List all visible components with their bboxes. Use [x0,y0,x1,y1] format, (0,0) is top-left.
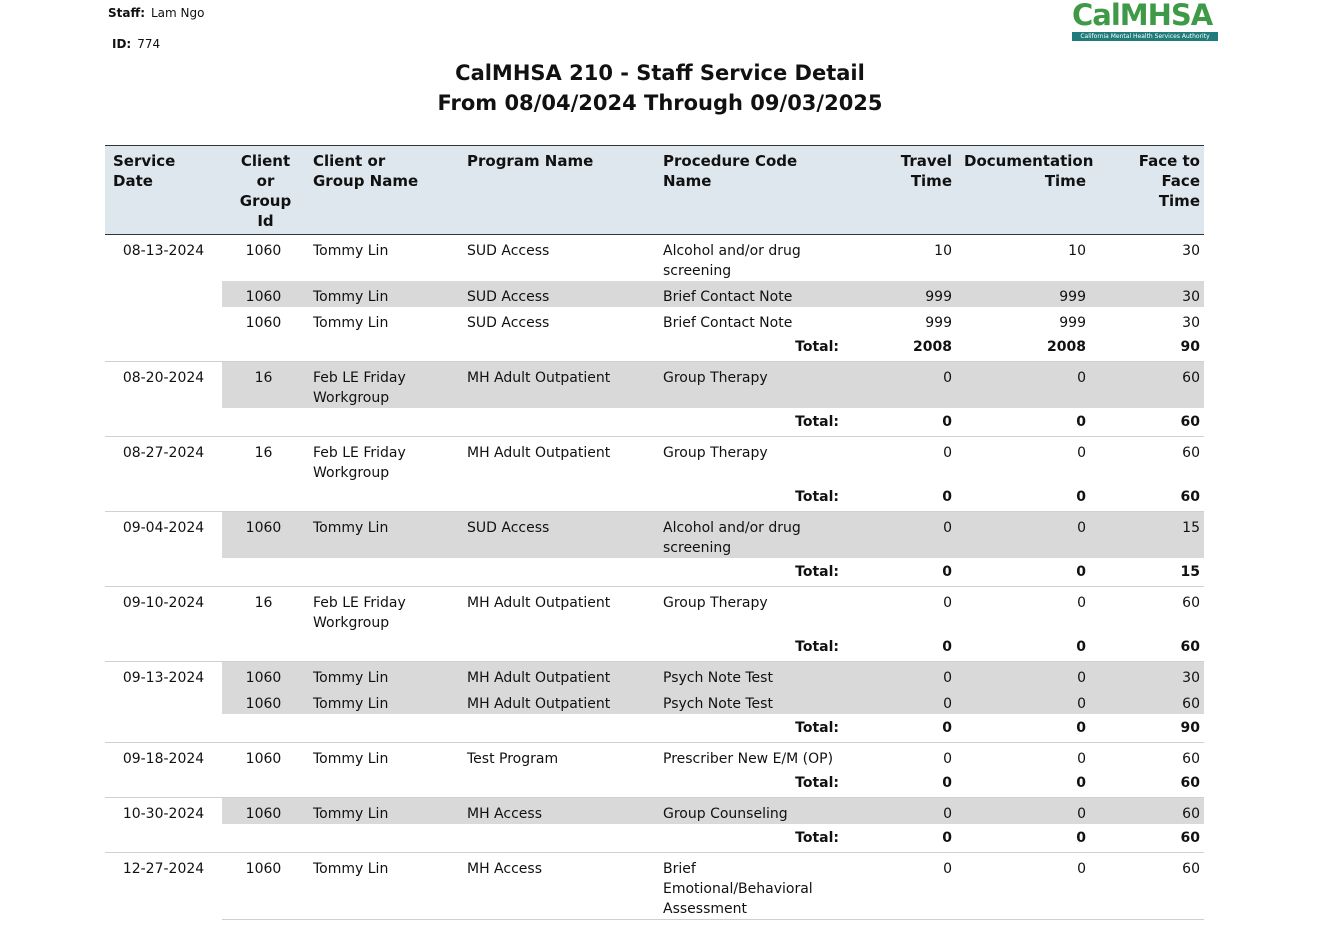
total-documentation-time: 0 [956,408,1090,437]
program-name-cell: SUD Access [459,512,655,559]
client-name-cell: Feb LE Friday Workgroup [305,362,459,409]
client-id-cell: 1060 [222,662,305,689]
program-name-cell: SUD Access [459,281,655,307]
total-label: Total: [655,824,851,853]
total-spacer [222,633,655,662]
travel-time-cell: 0 [851,688,956,714]
total-spacer [222,714,655,743]
table-row [105,587,1204,634]
total-spacer [222,408,655,437]
total-face-to-face-time: 60 [1090,483,1204,512]
face-to-face-time-cell: 60 [1090,362,1204,409]
table-row [105,281,1204,307]
face-to-face-time-cell: 60 [1182,751,1200,767]
face-to-face-time-cell: 30 [1182,243,1200,259]
table-row [105,512,1204,559]
table-row [105,662,1204,689]
total-label: Total: [655,633,851,662]
total-spacer [222,824,655,853]
total-face-to-face-time: 90 [1090,333,1204,362]
total-documentation-time: 0 [956,769,1090,798]
total-row [105,333,1204,362]
documentation-time-cell: 0 [956,362,1090,409]
table-row [105,235,1204,282]
procedure-name-cell: Brief Contact Note [663,315,793,331]
service-date-cell: 09-04-2024 [105,512,222,587]
procedure-name-cell: Group Therapy [663,595,768,611]
table-row [105,437,1204,484]
total-row [105,714,1204,743]
service-date-cell: 09-10-2024 [105,587,222,662]
client-id-cell: 1060 [222,281,305,307]
documentation-time-cell: 999 [1059,315,1086,331]
program-name-cell: MH Access [459,853,655,920]
total-documentation-time: 0 [956,824,1090,853]
client-id-cell: 1060 [245,751,282,767]
travel-time-cell: 0 [851,798,956,825]
col-travel-time: Travel Time [851,146,956,235]
total-label: Total: [655,769,851,798]
program-name-cell: MH Access [459,798,655,825]
face-to-face-time-cell: 60 [1182,445,1200,461]
documentation-time-cell: 0 [1077,751,1086,767]
total-row [105,769,1204,798]
col-program-name: Program Name [459,146,655,235]
table-header-row [105,146,1204,235]
face-to-face-time-cell: 60 [1090,853,1204,920]
client-name-cell: Tommy Lin [313,243,389,259]
program-name-cell: SUD Access [467,243,550,259]
documentation-time-cell: 0 [956,798,1090,825]
travel-time-cell: 0 [851,362,956,409]
total-spacer [222,333,655,362]
procedure-name-cell: Brief Contact Note [655,281,851,307]
total-travel-time: 0 [851,558,956,587]
calmhsa-logo [1072,0,1222,41]
travel-time-cell: 0 [943,445,952,461]
total-label: Total: [655,333,851,362]
client-id-cell: 16 [254,445,273,461]
service-date-cell: 10-30-2024 [105,798,222,853]
procedure-name-cell: Alcohol and/or drug screening [663,243,801,279]
total-travel-time: 0 [851,769,956,798]
total-face-to-face-time: 60 [1090,769,1204,798]
client-name-cell: Feb LE Friday Workgroup [313,445,406,481]
id-value: 774 [137,37,161,51]
table-row [105,362,1204,409]
client-id-cell: 1060 [222,688,305,714]
total-travel-time: 0 [851,824,956,853]
report-date-range: From 08/04/2024 Through 09/03/2025 [437,91,883,115]
client-name-cell: Tommy Lin [313,315,389,331]
travel-time-cell: 0 [851,512,956,559]
face-to-face-time-cell: 60 [1090,688,1204,714]
service-date-cell: 09-18-2024 [105,743,222,798]
client-id-cell: 16 [254,595,273,611]
col-client-id: Client or Group Id [222,146,305,235]
client-name-cell: Tommy Lin [313,751,389,767]
total-label: Total: [655,483,851,512]
service-date-cell: 08-13-2024 [105,235,222,362]
col-service-date: Service Date [105,146,222,235]
service-date-cell: 12-27-2024 [122,861,205,877]
client-name-cell: Tommy Lin [305,853,459,920]
procedure-name-cell: Brief Emotional/Behavioral Assessment [655,853,851,920]
program-name-cell: MH Adult Outpatient [459,688,655,714]
total-row [105,483,1204,512]
total-travel-time: 2008 [851,333,956,362]
client-id-cell: 1060 [245,243,282,259]
documentation-time-cell: 0 [956,853,1090,920]
procedure-name-cell: Psych Note Test [655,662,851,689]
face-to-face-time-cell: 30 [1182,315,1200,331]
staff-label: Staff: [108,6,145,20]
travel-time-cell: 10 [934,243,952,259]
total-spacer [222,769,655,798]
program-name-cell: MH Adult Outpatient [467,595,611,611]
total-documentation-time: 0 [956,483,1090,512]
client-name-cell: Tommy Lin [305,281,459,307]
procedure-name-cell: Alcohol and/or drug screening [655,512,851,559]
client-name-cell: Tommy Lin [305,688,459,714]
total-face-to-face-time: 60 [1090,633,1204,662]
travel-time-cell: 0 [943,751,952,767]
client-id-cell: 1060 [245,315,282,331]
total-travel-time: 0 [851,633,956,662]
staff-line [108,6,204,20]
col-procedure-code-name: Procedure Code Name [655,146,851,235]
total-face-to-face-time: 60 [1090,408,1204,437]
documentation-time-cell: 0 [956,662,1090,689]
total-face-to-face-time: 15 [1090,558,1204,587]
total-label: Total: [655,714,851,743]
face-to-face-time-cell: 15 [1090,512,1204,559]
staff-value: Lam Ngo [151,6,205,20]
travel-time-cell: 0 [943,595,952,611]
program-name-cell: Test Program [467,751,559,767]
table-row [105,307,1204,333]
service-detail-table [105,145,1204,920]
procedure-name-cell: Psych Note Test [655,688,851,714]
col-client-name: Client or Group Name [305,146,459,235]
col-face-to-face-time: Face to Face Time [1090,146,1204,235]
procedure-name-cell: Group Counseling [655,798,851,825]
report-title: CalMHSA 210 - Staff Service Detail [455,61,865,85]
face-to-face-time-cell: 60 [1182,595,1200,611]
service-date-cell: 08-27-2024 [105,437,222,512]
travel-time-cell: 0 [851,662,956,689]
total-row [105,633,1204,662]
documentation-time-cell: 0 [956,512,1090,559]
total-label: Total: [655,558,851,587]
client-name-cell: Feb LE Friday Workgroup [313,595,406,631]
id-label: ID: [112,37,132,51]
total-row [105,824,1204,853]
documentation-time-cell: 999 [956,281,1090,307]
table-row [105,688,1204,714]
procedure-name-cell: Prescriber New E/M (OP) [663,751,834,767]
travel-time-cell: 999 [925,315,952,331]
total-travel-time: 0 [851,483,956,512]
total-face-to-face-time: 60 [1090,824,1204,853]
total-spacer [222,558,655,587]
logo-subtitle: California Mental Health Services Authority [1072,32,1218,41]
documentation-time-cell: 10 [1068,243,1086,259]
client-name-cell: Tommy Lin [305,662,459,689]
travel-time-cell: 0 [851,853,956,920]
total-face-to-face-time: 90 [1090,714,1204,743]
program-name-cell: MH Adult Outpatient [459,662,655,689]
total-row [105,558,1204,587]
col-documentation-time: Documentation Time [956,146,1090,235]
client-id-cell: 1060 [222,512,305,559]
total-documentation-time: 0 [956,633,1090,662]
client-name-cell: Tommy Lin [305,512,459,559]
face-to-face-time-cell: 60 [1090,798,1204,825]
service-date-cell: 09-13-2024 [105,662,222,743]
procedure-name-cell: Group Therapy [663,445,768,461]
client-name-cell: Tommy Lin [305,798,459,825]
total-label: Total: [655,408,851,437]
total-row [105,408,1204,437]
program-name-cell: MH Adult Outpatient [467,445,611,461]
id-line [112,37,160,51]
program-name-cell: SUD Access [467,315,550,331]
table-row [105,798,1204,825]
client-id-cell: 16 [222,362,305,409]
documentation-time-cell: 0 [956,688,1090,714]
total-travel-time: 0 [851,714,956,743]
travel-time-cell: 999 [851,281,956,307]
total-travel-time: 0 [851,408,956,437]
documentation-time-cell: 0 [1077,445,1086,461]
documentation-time-cell: 0 [1077,595,1086,611]
total-documentation-time: 2008 [956,333,1090,362]
program-name-cell: MH Adult Outpatient [459,362,655,409]
service-date-cell: 08-20-2024 [105,362,222,437]
total-documentation-time: 0 [956,714,1090,743]
face-to-face-time-cell: 30 [1090,662,1204,689]
table-body [105,235,1204,920]
table-row [105,743,1204,770]
total-spacer [222,483,655,512]
total-documentation-time: 0 [956,558,1090,587]
procedure-name-cell: Group Therapy [655,362,851,409]
logo-text: CalMHSA [1072,0,1213,32]
face-to-face-time-cell: 30 [1090,281,1204,307]
client-id-cell: 1060 [222,853,305,920]
client-id-cell: 1060 [222,798,305,825]
table-row [105,853,1204,920]
